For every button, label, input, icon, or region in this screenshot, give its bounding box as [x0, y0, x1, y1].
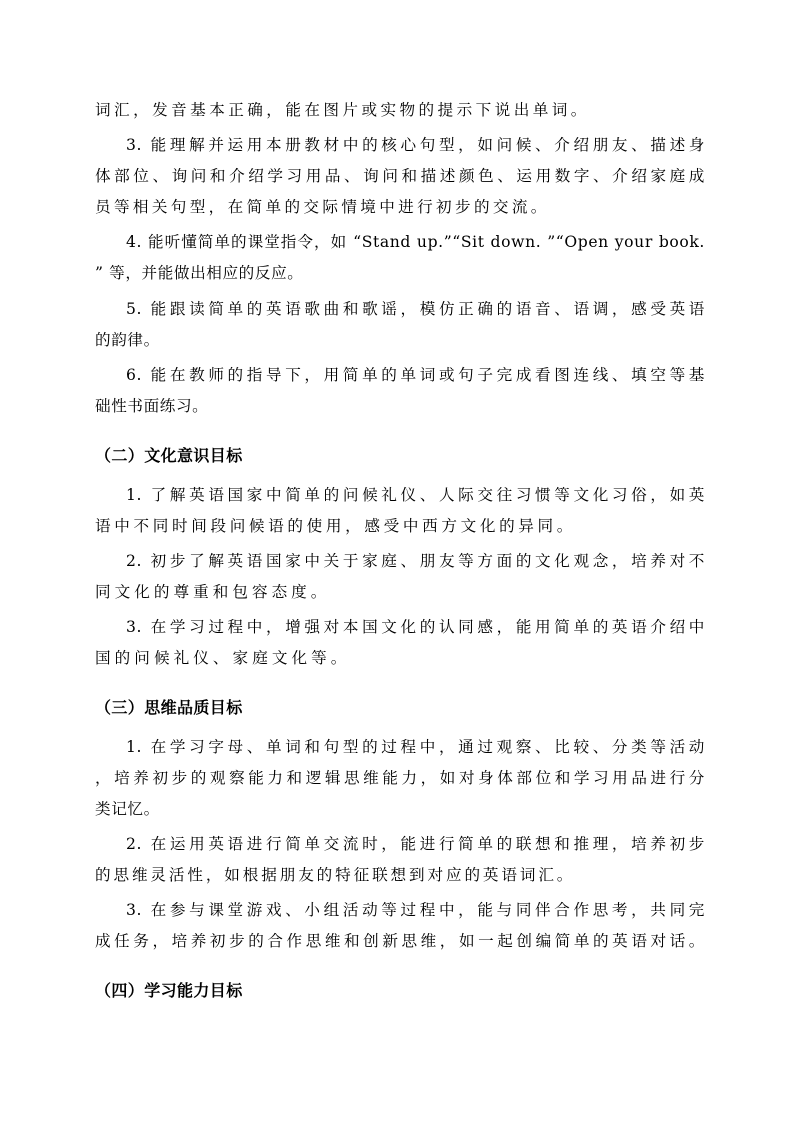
- paragraph-line: 3. 在学习过程中，增强对本国文化的认同感，能用简单的英语介绍中: [126, 618, 705, 636]
- section-heading: （四）学习能力目标: [95, 981, 243, 1000]
- paragraph-line: 4. 能听懂简单的课堂指令，如 “Stand up.”“Sit down. ”“Open your book.: [126, 233, 705, 251]
- paragraph-line: 同文化的尊重和包容态度。: [95, 583, 327, 601]
- paragraph-line: 5. 能跟读简单的英语歌曲和歌谣，模仿正确的语音、语调，感受英语: [126, 300, 705, 318]
- paragraph-line: 1. 了解英语国家中简单的问候礼仪、人际交往习惯等文化习俗，如英: [126, 486, 705, 504]
- paragraph-line: 6. 能在教师的指导下，用简单的单词或句子完成看图连线、填空等基: [126, 366, 705, 384]
- paragraph-line: 3. 在参与课堂游戏、小组活动等过程中，能与同伴合作思考，共同完: [126, 901, 705, 919]
- paragraph-line: 词汇，发音基本正确，能在图片或实物的提示下说出单词。: [95, 101, 587, 119]
- paragraph-line: 1. 在学习字母、单词和句型的过程中，通过观察、比较、分类等活动: [126, 738, 705, 756]
- paragraph-line: ” 等，并能做出相应的反应。: [95, 264, 304, 282]
- section-heading: （二）文化意识目标: [95, 446, 243, 465]
- paragraph-line: 成任务，培养初步的合作思维和创新思维，如一起创编简单的英语对话。: [95, 932, 705, 950]
- paragraph-line: 的思维灵活性，如根据朋友的特征联想到对应的英语词汇。: [95, 866, 573, 884]
- section-heading: （三）思维品质目标: [95, 698, 243, 717]
- paragraph-line: 国的问候礼仪、家庭文化等。: [95, 649, 347, 667]
- paragraph-line: 类记忆。: [95, 800, 160, 818]
- paragraph-line: 体部位、询问和介绍学习用品、询问和描述颜色、运用数字、介绍家庭成: [95, 167, 705, 185]
- paragraph-line: 语中不同时间段问候语的使用，感受中西方文化的异同。: [95, 517, 573, 535]
- paragraph-line: 员等相关句型，在简单的交际情境中进行初步的交流。: [95, 198, 547, 216]
- paragraph-line: 的韵律。: [95, 331, 160, 349]
- paragraph-line: 2. 在运用英语进行简单交流时，能进行简单的联想和推理，培养初步: [126, 835, 705, 853]
- paragraph-line: 2. 初步了解英语国家中关于家庭、朋友等方面的文化观念，培养对不: [126, 552, 705, 570]
- paragraph-line: ，培养初步的观察能力和逻辑思维能力，如对身体部位和学习用品进行分: [95, 769, 705, 787]
- paragraph-line: 础性书面练习。: [95, 397, 209, 415]
- paragraph-line: 3. 能理解并运用本册教材中的核心句型，如问候、介绍朋友、描述身: [126, 136, 705, 154]
